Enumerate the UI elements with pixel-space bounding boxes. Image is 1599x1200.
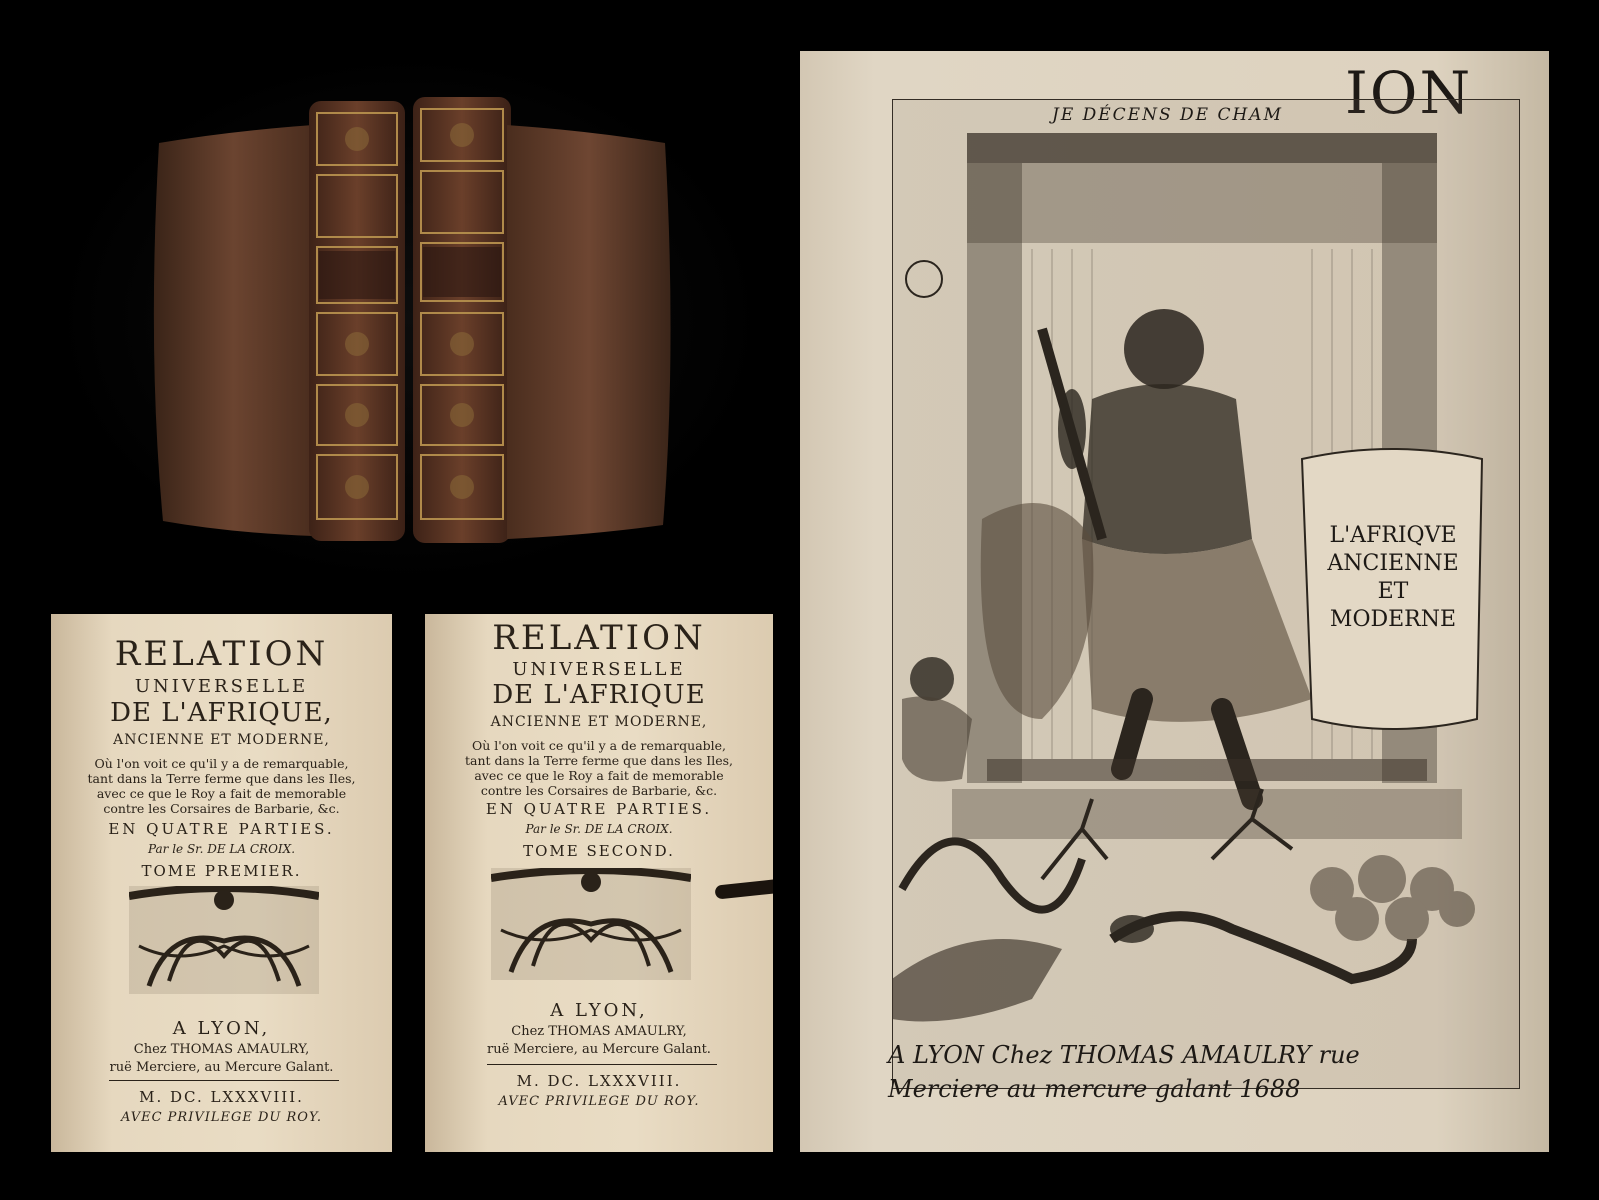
title-relation: RELATION (492, 618, 706, 658)
privilege-line: AVEC PRIVILEGE DU ROY. (498, 1094, 700, 1109)
description-line-3: avec ce que le Roy a fait de memorable (474, 768, 724, 783)
description-line-4: contre les Corsaires de Barbarie, &c. (480, 783, 718, 798)
year-line: M. DC. LXXXVIII. (516, 1072, 682, 1090)
description-line-2: tant dans la Terre ferme que dans les Iles, (87, 771, 356, 786)
description-line-2: tant dans la Terre ferme que dans les Iles, (465, 753, 733, 768)
frontispiece-header: ION (1345, 59, 1473, 127)
description-line-4: contre les Corsaires de Barbarie, &c. (103, 801, 340, 816)
title-page-tome-second (425, 614, 773, 1152)
address-line: ruë Merciere, au Mercure Galant. (487, 1042, 711, 1057)
parts-line: EN QUATRE PARTIES. (108, 820, 335, 838)
frontispiece-engraving (800, 51, 1549, 1152)
title-universelle: UNIVERSELLE (134, 676, 309, 697)
divider (109, 1080, 339, 1081)
banner-line-3: ET (1377, 579, 1409, 604)
publisher-line: Chez THOMAS AMAULRY, (133, 1042, 310, 1057)
title-page-tome-premier (51, 614, 392, 1152)
publisher-line: Chez THOMAS AMAULRY, (511, 1024, 687, 1039)
city-line: A LYON, (550, 1000, 648, 1021)
volume-line: TOME PREMIER. (141, 862, 302, 880)
banner-line-4: MODERNE (1329, 607, 1457, 632)
year-line: M. DC. LXXXVIII. (139, 1088, 304, 1106)
privilege-line: AVEC PRIVILEGE DU ROY. (120, 1110, 323, 1125)
description-line-1: Où l'on voit ce qu'il y a de remarquable, (471, 738, 727, 753)
title-afrique: DE L'AFRIQUE (492, 680, 706, 710)
title-ancienne-moderne: ANCIENNE ET MODERNE, (113, 732, 330, 748)
city-line: A LYON, (172, 1018, 271, 1039)
address-line: ruë Merciere, au Mercure Galant. (109, 1060, 334, 1075)
description-line-3: avec ce que le Roy a fait de memorable (96, 786, 347, 801)
title-relation: RELATION (114, 634, 329, 674)
title-ancienne-moderne: ANCIENNE ET MODERNE, (490, 714, 708, 730)
imprint-line-1: A LYON Chez THOMAS AMAULRY rue (888, 1041, 1360, 1069)
parts-line: EN QUATRE PARTIES. (485, 800, 713, 818)
imprint-line-2: Merciere au mercure galant 1688 (888, 1075, 1301, 1103)
woodcut-ornament (491, 868, 691, 980)
frontispiece-motto: JE DÉCENS DE CHAM (1052, 105, 1283, 125)
title-universelle: UNIVERSELLE (512, 659, 686, 680)
description-line-1: Où l'on voit ce qu'il y a de remarquable, (94, 756, 349, 771)
volume-line: TOME SECOND. (523, 842, 675, 860)
title-afrique: DE L'AFRIQUE, (110, 698, 333, 728)
leather-books-image (51, 51, 767, 586)
author-line: Par le Sr. DE LA CROIX. (525, 822, 673, 836)
banner-line-2: ANCIENNE (1327, 551, 1459, 576)
author-line: Par le Sr. DE LA CROIX. (147, 842, 296, 856)
woodcut-ornament (129, 886, 319, 994)
banner-line-1: L'AFRIQVE (1329, 523, 1457, 548)
books-photo (51, 51, 767, 586)
divider (487, 1064, 717, 1065)
